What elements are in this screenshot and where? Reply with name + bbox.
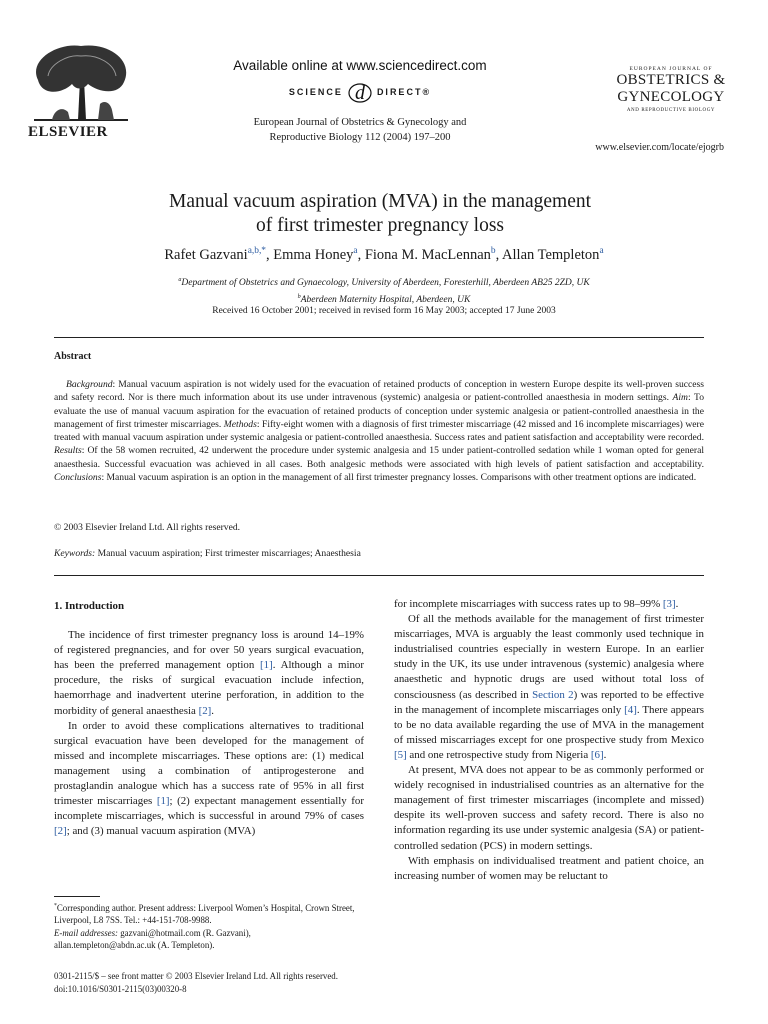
body-text: . bbox=[211, 704, 214, 717]
reference-link[interactable]: [3] bbox=[662, 598, 676, 610]
author-separator: , bbox=[357, 246, 365, 263]
journal-logo-sub: AND REPRODUCTIVE BIOLOGY bbox=[626, 108, 716, 113]
author-separator: , bbox=[266, 246, 274, 263]
journal-citation bbox=[230, 115, 490, 145]
title-line-2: of first trimester pregnancy loss bbox=[255, 215, 504, 236]
affiliation-mark: b bbox=[297, 293, 301, 300]
body-text: and one retrospective study from Nigeria bbox=[406, 748, 591, 761]
abstract-section-label: Background bbox=[66, 379, 113, 390]
journal-logo-top: EUROPEAN JOURNAL OF bbox=[629, 66, 713, 72]
abstract-top-rule bbox=[54, 337, 704, 338]
reference-link[interactable]: [6] bbox=[590, 748, 604, 761]
abstract-section-label: Results bbox=[54, 445, 82, 457]
email-label: E-mail addresses: bbox=[54, 927, 119, 938]
sciencedirect-block bbox=[230, 58, 490, 145]
sciencedirect-logo bbox=[230, 79, 490, 105]
abstract-section-label: Conclusions bbox=[54, 472, 102, 484]
keywords-label: Keywords: bbox=[54, 548, 96, 559]
body-text: With emphasis on individualised treatment and patient choice, an increasing number of women may be reluctant to bbox=[394, 854, 704, 882]
journal-logo-line-2: GYNECOLOGY bbox=[617, 89, 725, 105]
body-text: . There appears to be no data available regarding the use of MVA in the management of missed miscarriages except for one prospective study from Mexico bbox=[394, 703, 705, 746]
author-separator: , bbox=[495, 246, 503, 263]
available-online-text: Available online at www.sciencedirect.com bbox=[233, 58, 487, 73]
abstract-copyright: © 2003 Elsevier Ireland Ltd. All rights reserved. bbox=[54, 522, 241, 533]
footnote-rule bbox=[54, 896, 100, 897]
abstract-text: : Of the 58 women recruited, 42 underwent the procedure under systemic analgesia and 15 under patient-controlled sedation while 1 woman opted for general anaesthesia. Successful evacuation was achieved in all cases. Both analgesic methods were associated with high levels of patient satisfaction and acceptability. bbox=[54, 445, 704, 470]
bottom-matter bbox=[54, 970, 338, 996]
affiliation-list bbox=[60, 274, 708, 307]
body-text: ; (2) expectant management essentially for incomplete miscarriages, which is successful in around 79% of cases bbox=[54, 795, 364, 823]
body-text: . bbox=[675, 598, 679, 610]
journal-citation-line-1: European Journal of Obstetrics & Gynecology and bbox=[253, 117, 467, 128]
author-name: Fiona M. MacLennan bbox=[364, 246, 491, 263]
body-paragraph bbox=[54, 719, 364, 840]
author-name: Emma Honey bbox=[273, 246, 354, 263]
body-paragraph bbox=[394, 763, 704, 854]
doi-line: doi:10.1016/S0301-2115(03)00320-8 bbox=[54, 984, 187, 994]
sd-right-word: DIRECT® bbox=[376, 87, 432, 97]
right-column-paragraphs bbox=[394, 597, 704, 884]
corresponding-author-note bbox=[54, 900, 364, 927]
journal-logo bbox=[596, 66, 746, 113]
footnotes bbox=[54, 900, 364, 952]
left-column bbox=[54, 597, 364, 839]
abstract-text: : Fifty-eight women with a diagnosis of first trimester miscarriage (42 missed and 16 incomplete miscarriages) were treated with manual vacuum aspiration under systemic analgesia or patient-controlled anaesthesia. Success rates and patient satisfaction and acceptability were recorded. bbox=[54, 418, 704, 444]
author-affiliation-mark[interactable]: a,b,* bbox=[247, 246, 267, 256]
body-paragraph bbox=[394, 854, 704, 884]
abstract-section-label: Aim bbox=[672, 392, 688, 404]
sciencedirect-mark-icon bbox=[347, 79, 373, 105]
reference-link[interactable]: [5] bbox=[394, 748, 407, 761]
body-text: ; and (3) manual vacuum aspiration (MVA) bbox=[66, 825, 256, 838]
affiliation-text: Aberdeen Maternity Hospital, Aberdeen, UK bbox=[300, 294, 471, 305]
abstract-section-label: Methods bbox=[223, 418, 257, 430]
abstract-body bbox=[54, 378, 704, 484]
affiliation bbox=[60, 291, 708, 308]
body-text: At present, MVA does not appear to be as commonly performed or widely recognised in industrialised countries as an alternative for the management of first trimester miscarriages (incomplete and missed) despite its well-proven success and safety record. There is also no information regarding its use under systemic analgesia (SA) or patient-controlled sedation (PCS) in modern settings. bbox=[394, 764, 704, 852]
elsevier-tree-icon bbox=[28, 40, 134, 122]
reference-link[interactable]: Section 2 bbox=[532, 688, 574, 701]
affiliation-mark: a bbox=[178, 277, 182, 283]
author-affiliation-mark[interactable]: a bbox=[599, 246, 604, 256]
author-affiliation-mark[interactable]: b bbox=[490, 246, 496, 256]
reference-link[interactable]: [1] bbox=[156, 795, 170, 808]
publisher-name: ELSEVIER bbox=[28, 124, 108, 140]
title-line-1: Manual vacuum aspiration (MVA) in the management bbox=[168, 191, 592, 212]
author-affiliation-mark[interactable]: a bbox=[353, 246, 358, 256]
body-paragraph bbox=[394, 612, 704, 763]
abstract-text: : Manual vacuum aspiration is an option in the management of all first trimester pregnancy losses. Comparisons with other treatment options are indicated. bbox=[101, 472, 697, 484]
section-heading-introduction: 1. Introduction bbox=[54, 600, 124, 612]
corresponding-text: Corresponding author. Present address: Liverpool Women’s Hospital, Crown Street, Liverpool, L8 7SS. Tel.: +44-151-708-9988. bbox=[54, 902, 355, 926]
body-paragraph bbox=[394, 597, 704, 612]
front-matter-line: 0301-2115/$ – see front matter © 2003 Elsevier Ireland Ltd. All rights reserved. bbox=[54, 971, 338, 981]
body-text: for incomplete miscarriages with success rates up to 98–99% bbox=[394, 598, 663, 610]
right-column bbox=[394, 597, 704, 884]
journal-logo-line-1: OBSTETRICS & bbox=[616, 72, 726, 88]
reference-link[interactable]: [2] bbox=[198, 704, 212, 717]
left-column-paragraphs bbox=[54, 628, 364, 839]
keywords-text: Manual vacuum aspiration; First trimester miscarriages; Anaesthesia bbox=[95, 548, 361, 559]
journal-citation-line-2: Reproductive Biology 112 (2004) 197–200 bbox=[269, 132, 451, 143]
author-name: Allan Templeton bbox=[502, 246, 600, 263]
abstract-bottom-rule bbox=[54, 575, 704, 576]
reference-link[interactable]: [4] bbox=[624, 703, 637, 716]
affiliation bbox=[60, 274, 708, 291]
body-text: Of all the methods available for the management of first trimester miscarriages, MVA is arguably the least commonly used technique in industrialised countries especially in western Europe. In an earlier study in the UK, its use under intravenous (systemic) analgesia where anaesthetic and hypnotic drugs are used without total loss of consciousness (as described in bbox=[394, 613, 704, 701]
journal-logo-title bbox=[596, 72, 746, 106]
abstract-text: : Manual vacuum aspiration is not widely used for the evacuation of retained products of conception in western Europe despite its well-proven success and safety record. Nor is there much information about its use under intravenous (systemic) analgesia or patient-controlled anaesthesia in modern settings. bbox=[54, 379, 704, 404]
email-text: gazvani@hotmail.com (R. Gazvani), bbox=[118, 927, 251, 938]
reference-link[interactable]: [1] bbox=[260, 659, 273, 672]
abstract-heading: Abstract bbox=[54, 351, 92, 362]
footnote-mark: * bbox=[54, 903, 57, 909]
body-text: . bbox=[603, 748, 607, 761]
author-name: Rafet Gazvani bbox=[164, 246, 248, 263]
body-text: The incidence of first trimester pregnancy loss is around 14–19% of registered pregnancies, and for over 50 years surgical evacuation, has been the preferred management option bbox=[54, 629, 364, 672]
email-note-2: allan.templeton@abdn.ac.uk (A. Templeton). bbox=[54, 940, 215, 951]
body-paragraph bbox=[54, 628, 364, 719]
body-text: In order to avoid these complications alternatives to traditional surgical evacuation have been developed for the management of missed and incomplete miscarriages. These options are: (1) medical management using a combination of antiprogesterone and prostaglandin analogue which has a success rate of 95% in all first trimester miscarriages bbox=[54, 719, 364, 808]
keywords bbox=[54, 548, 361, 559]
affiliation-text: Department of Obstetrics and Gynaecology, University of Aberdeen, Foresterhill, Aberdeen AB25 2ZD, UK bbox=[181, 278, 590, 289]
author-list bbox=[60, 246, 708, 264]
sd-mark-letter: d bbox=[354, 82, 365, 104]
elsevier-logo bbox=[22, 40, 142, 150]
article-title bbox=[80, 190, 680, 238]
journal-url-link[interactable]: www.elsevier.com/locate/ejogrb bbox=[595, 142, 724, 153]
abstract-text: : To evaluate the use of manual vacuum aspiration for the evacuation of retained products of conception under systemic analgesia or patient-controlled anaesthesia in the management of first trimester miscarriages. bbox=[54, 392, 704, 430]
sd-left-word: SCIENCE bbox=[288, 87, 343, 97]
email-note bbox=[54, 927, 364, 940]
reference-link[interactable]: [2] bbox=[54, 825, 67, 838]
body-text: . Although a minor procedure, the risks of surgical evacuation include infection, haemorrhage and inadvertent uterine perforation, in addition to the morbidity of general anaesthesia bbox=[54, 659, 365, 717]
body-text: ) was reported to be effective in the management of incomplete miscarriages only bbox=[394, 688, 704, 716]
received-dates: Received 16 October 2001; received in revised form 16 May 2003; accepted 17 June 2003 bbox=[212, 306, 556, 316]
